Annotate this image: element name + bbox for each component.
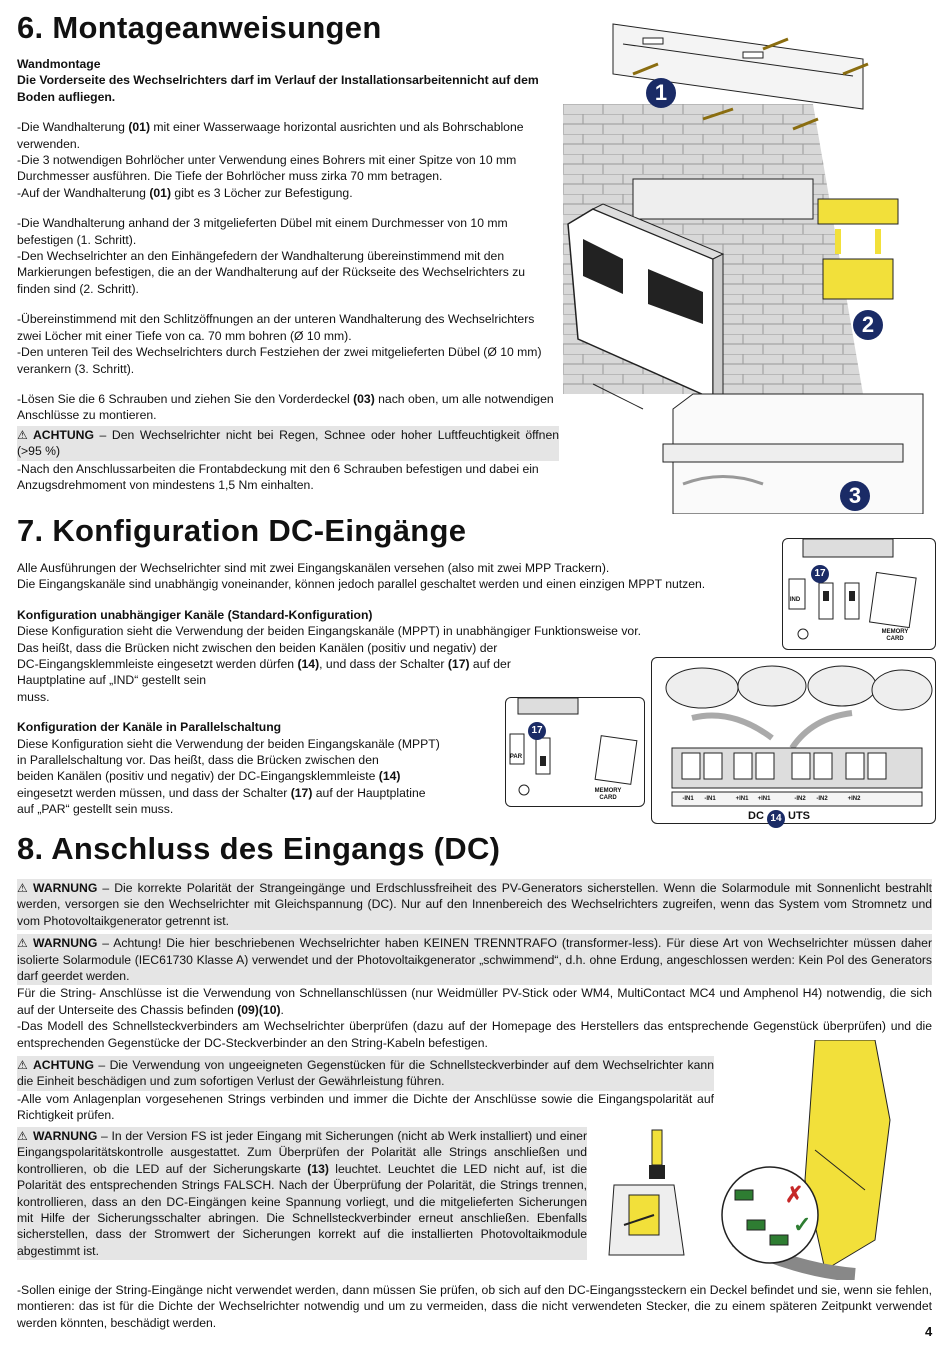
text: auf der Hauptplatine [312,785,426,800]
par-label: PAR [509,754,523,760]
switch-ind-illustration [782,538,936,650]
section-6-title: 6. Montageanweisungen [17,10,382,45]
ind-label: IND [789,597,801,603]
terminal-label: +IN1 [735,796,749,802]
step-paragraph: -Die 3 notwendigen Bohrlöcher unter Verwendung eines Bohrers mit einer Spitze von 10 mm Durchmesser ausführen. Die Tiefe der Bohrlöcher muss zirka 70 mm betragen. [17,153,517,184]
section-8-bottom [17,1282,932,1331]
ref: (13) [307,1161,329,1176]
step-paragraph: -Den unteren Teil des Wechselrichters durch Festziehen der zwei mitgelieferten Dübel (Ø 10 mm) verankern (3. Schritt). [17,345,542,376]
ref: (14) [378,769,401,784]
terminal-label: +IN1 [757,796,771,802]
section-6-text [17,56,559,493]
check-icon: ✓ [793,1212,812,1237]
section-8-middle [17,1056,714,1124]
dc-inputs-label [748,808,810,826]
text: . [280,1002,284,1017]
achtung-label: ACHTUNG [33,427,94,442]
subheading-wandmontage: Wandmontage [17,57,101,71]
ref-17-badge: 17 [528,722,546,740]
warnung-text: leuchtet. Leuchtet die LED nicht auf, ist die Polarität des entsprechenden Strings FALSCH. Nach der Überprüfung der Polarität, die Strings trennen, kontrollieren, dass an den DC-Eingängen keine Spannung vorliegt, und die mitgelieferten Sicherungen mit Hilfe der Sicherungsschalter abringen. Die Schnellsteckverbinder erneut anschließen. Ebenfalls sicherstellen, dass der Stromwert der Sicherungen korrekt auf die installierten Photovoltaikmodule abgestimmt ist. [17,1161,587,1258]
terminal-label: -IN1 [704,796,716,802]
terminal-block-illustration [651,657,936,824]
text: -Auf der Wandhalterung [17,185,150,200]
terminal-label: -IN1 [682,796,694,802]
connector-drawing [715,1040,935,1280]
achtung-box [17,426,559,461]
text-line: Diese Konfiguration sieht die Verwendung der beiden Eingangskanäle (MPPT) [17,736,440,751]
text: Für die String- Anschlüsse ist die Verwendung von Schnellanschlüssen (nur Weidmüller PV-Stick oder WM4, MultiContact MC4 und Amphenol H4) notwendig, die sich auf der Unterseite des Chassis befinden [17,986,932,1017]
step-paragraph [17,119,559,152]
text-paragraph: -Das Modell des Schnellsteckverbinders am Wechselrichter überprüfen (dazu auf der Homepage des Herstellers das entsprechende Gegenstück überprüfen) und die entsprechenden Gegenstücke der DC-Steckverbinder an den String-Kabeln befestigen. [17,1019,932,1050]
text-line: in Parallelschaltung vor. Das heißt, dass die Brücken zwischen den [17,753,379,768]
memory-card-label: MEMORY CARD [881,629,909,642]
achtung-label: ACHTUNG [33,1058,94,1072]
step-paragraph [17,185,559,201]
warnung-box-2 [17,934,932,985]
text-line: Diese Konfiguration sieht die Verwendung der beiden Eingangskanäle (MPPT) in unabhängiger Funktionsweise vor. [17,624,641,639]
warning-icon: ⚠ [17,427,28,442]
warnung-label: WARNUNG [33,936,98,951]
dc-label-b: UTS [788,810,811,822]
memory-card-label: MEMORY CARD [594,788,622,801]
ref: (17) [447,657,470,672]
step-paragraph: -Nach den Anschlussarbeiten die Frontabdeckung mit den 6 Schrauben befestigen und dabei ein Anzugsdrehmoment von mindestens 1,5 Nm einhalten. [17,461,539,492]
warnung-box-3 [17,1127,587,1260]
warnung-text: – Achtung! Die hier beschriebenen Wechselrichter haben KEINEN TRENNTRAFO (transformer-less). Für diese Art von Wechselrichter müssen daher isolierte Solarmodule (IEC61730 Klasse A) verwendet und der Photovoltaikgenerator „schwimmend“, d.h. ohne Erdung, angeschlossen werden: Kein Pol des Generators darf geerdet werden. [17,936,932,984]
ref: (14) [297,657,320,672]
ref-14-badge: 14 [767,810,785,828]
text-line: muss. [17,689,50,704]
cross-icon: ✗ [785,1182,804,1207]
text-line: Hauptplatine auf „IND“ gestellt sein [17,673,207,688]
step-paragraph: -Übereinstimmend mit den Schlitzöffnungen an der unteren Wandhalterung des Wechselrichters zwei Löcher mit einer Tiefe von ca. 70 mm bohren (Ø 10 mm). [17,312,535,343]
intro-note: Die Vorderseite des Wechselrichters darf im Verlauf der Installationsarbeitennicht auf dem Boden aufliegen. [17,73,539,104]
text-line: Das heißt, dass die Brücken nicht zwischen den beiden Kanälen (positiv und negativ) der [17,640,498,655]
warning-icon: ⚠ [17,881,28,895]
terminal-label: -IN2 [794,796,806,802]
mounting-illustration [563,14,933,514]
ref: (01) [128,120,151,135]
step-1-badge: 1 [646,78,676,108]
text: , und dass der Schalter [319,657,448,672]
step-paragraph: -Den Wechselrichter an den Einhängefedern der Wandhalterung übereinstimmend mit den Markierungen befestigen, die an der Wandhalterung auf der Rückseite des Wechselrichters zu finden sind (2. Schritt). [17,249,526,296]
page-number: 4 [925,1324,933,1339]
section-8-top [17,879,932,1051]
step-paragraph: -Die Wandhalterung anhand der 3 mitgelieferten Dübel mit einem Durchmesser von 10 mm befestigen (1. Schritt). [17,216,508,247]
ref-17-badge: 17 [811,565,829,583]
text: -Die Wandhalterung [17,120,129,135]
intro-line: Alle Ausführungen der Wechselrichter sind mit zwei Eingangskanälen versehen (also mit zwei MPP Trackern). [17,561,610,575]
warnung-text: – Die korrekte Polarität der Strangeingänge und Erdschlussfreiheit des PV-Generators sicherstellen. Wenn die Solarmodule mit Sonnenlicht bestrahlt werden, versorgen sie den Wechselrichter mit Gleichspannung (DC). Nur auf den Innenbereich des Wechselrichters zugreifen, wenn das System vom Stromnetz und vom Photovoltaikgenerator getrennt ist. [17,881,932,928]
text-paragraph: -Sollen einige der String-Eingänge nicht verwendet werden, dann müssen Sie prüfen, ob sich auf den DC-Eingangssteckern ein Deckel befindet und sie, wenn sie fehlen, montieren: das ist für die Dichte der Wechselrichter notwendig und um zu vermeiden, dass die nicht verwendeten Stecker, die zu einem späteren Zeitpunkt verwendet werden könnten, beschädigt werden. [17,1283,932,1330]
text: beiden Kanälen (positiv und negativ) der DC-Eingangsklemmleiste [17,769,379,784]
terminal-label: +IN2 [847,796,861,802]
text: mit einer Wasserwaage horizontal ausrichten und als Bohrschablone verwenden. [17,120,524,151]
text: gibt es 3 Löcher zur Befestigung. [171,185,353,200]
switch-par-illustration [505,697,645,807]
fuse-drawing [594,1125,694,1265]
warning-icon: ⚠ [17,1058,28,1072]
ref: (17) [290,785,313,800]
dc-label-a: DC [748,810,764,822]
achtung-text: – Die Verwendung von ungeeigneten Gegenstücken für die Schnellsteckverbinder auf dem Wechselrichter kann die Einheit beschädigen und zum sofortigen Verlust der Gewährleistung führen. [17,1058,714,1089]
warnung-label: WARNUNG [33,881,98,895]
text-line: auf „PAR“ gestellt sein muss. [17,802,174,817]
step-3-badge: 3 [840,481,870,511]
achtung-text: – Den Wechselrichter nicht bei Regen, Schnee oder hoher Luftfeuchtigkeit öffnen (>95 %) [17,427,559,459]
text: auf der [469,657,511,672]
text: DC-Eingangsklemmleiste eingesetzt werden dürfen [17,657,298,672]
terminal-label: -IN2 [816,796,828,802]
text: -Lösen Sie die 6 Schrauben und ziehen Sie den Vorderdeckel [17,391,354,406]
step-paragraph [17,391,559,424]
warning-icon: ⚠ [17,1129,28,1143]
step-2-badge: 2 [853,310,883,340]
section-8-title: 8. Anschluss des Eingangs (DC) [17,831,501,866]
ref: (01) [149,185,172,200]
warnung-box-1 [17,879,932,930]
ref: (03) [353,391,375,406]
text: eingesetzt werden müssen, und dass der Schalter [17,785,291,800]
subheading-independent: Konfiguration unabhängiger Kanäle (Standard-Konfiguration) [17,607,373,622]
ref: (09)(10) [237,1002,281,1017]
warnung-text: – In der Version FS ist jeder Eingang mit Sicherungen (nicht ab Werk installiert) und einer Eingangspolaritätskontrolle ausgestattet. Zum Überprüfen der Polarität alle Strings anschließen und kontrollieren, ob die LED auf der Sicherungskarte [17,1129,587,1176]
achtung-box [17,1056,714,1091]
warnung-label: WARNUNG [33,1129,98,1143]
section-8-fs-warning [17,1127,587,1260]
section-7-title: 7. Konfiguration DC-Eingänge [17,513,467,548]
fuse-illustration [594,1125,694,1265]
mounting-drawing [563,14,933,514]
subheading-parallel: Konfiguration der Kanäle in Parallelschaltung [17,720,282,735]
connector-illustration [715,1040,935,1280]
intro-line: Die Eingangskanäle sind unabhängig voneinander, können jedoch parallel geschaltet werden und einen einzigen MPPT nutzen. [17,577,706,592]
text-paragraph: -Alle vom Anlagenplan vorgesehenen Strings verbinden und immer die Dichte der Anschlüsse sowie die Eingangspolarität auf Richtigkeit prüfen. [17,1091,714,1123]
text: nach oben, um alle notwendigen Anschlüsse zu montieren. [17,391,554,423]
warning-icon: ⚠ [17,936,28,951]
text-paragraph [17,985,932,1018]
